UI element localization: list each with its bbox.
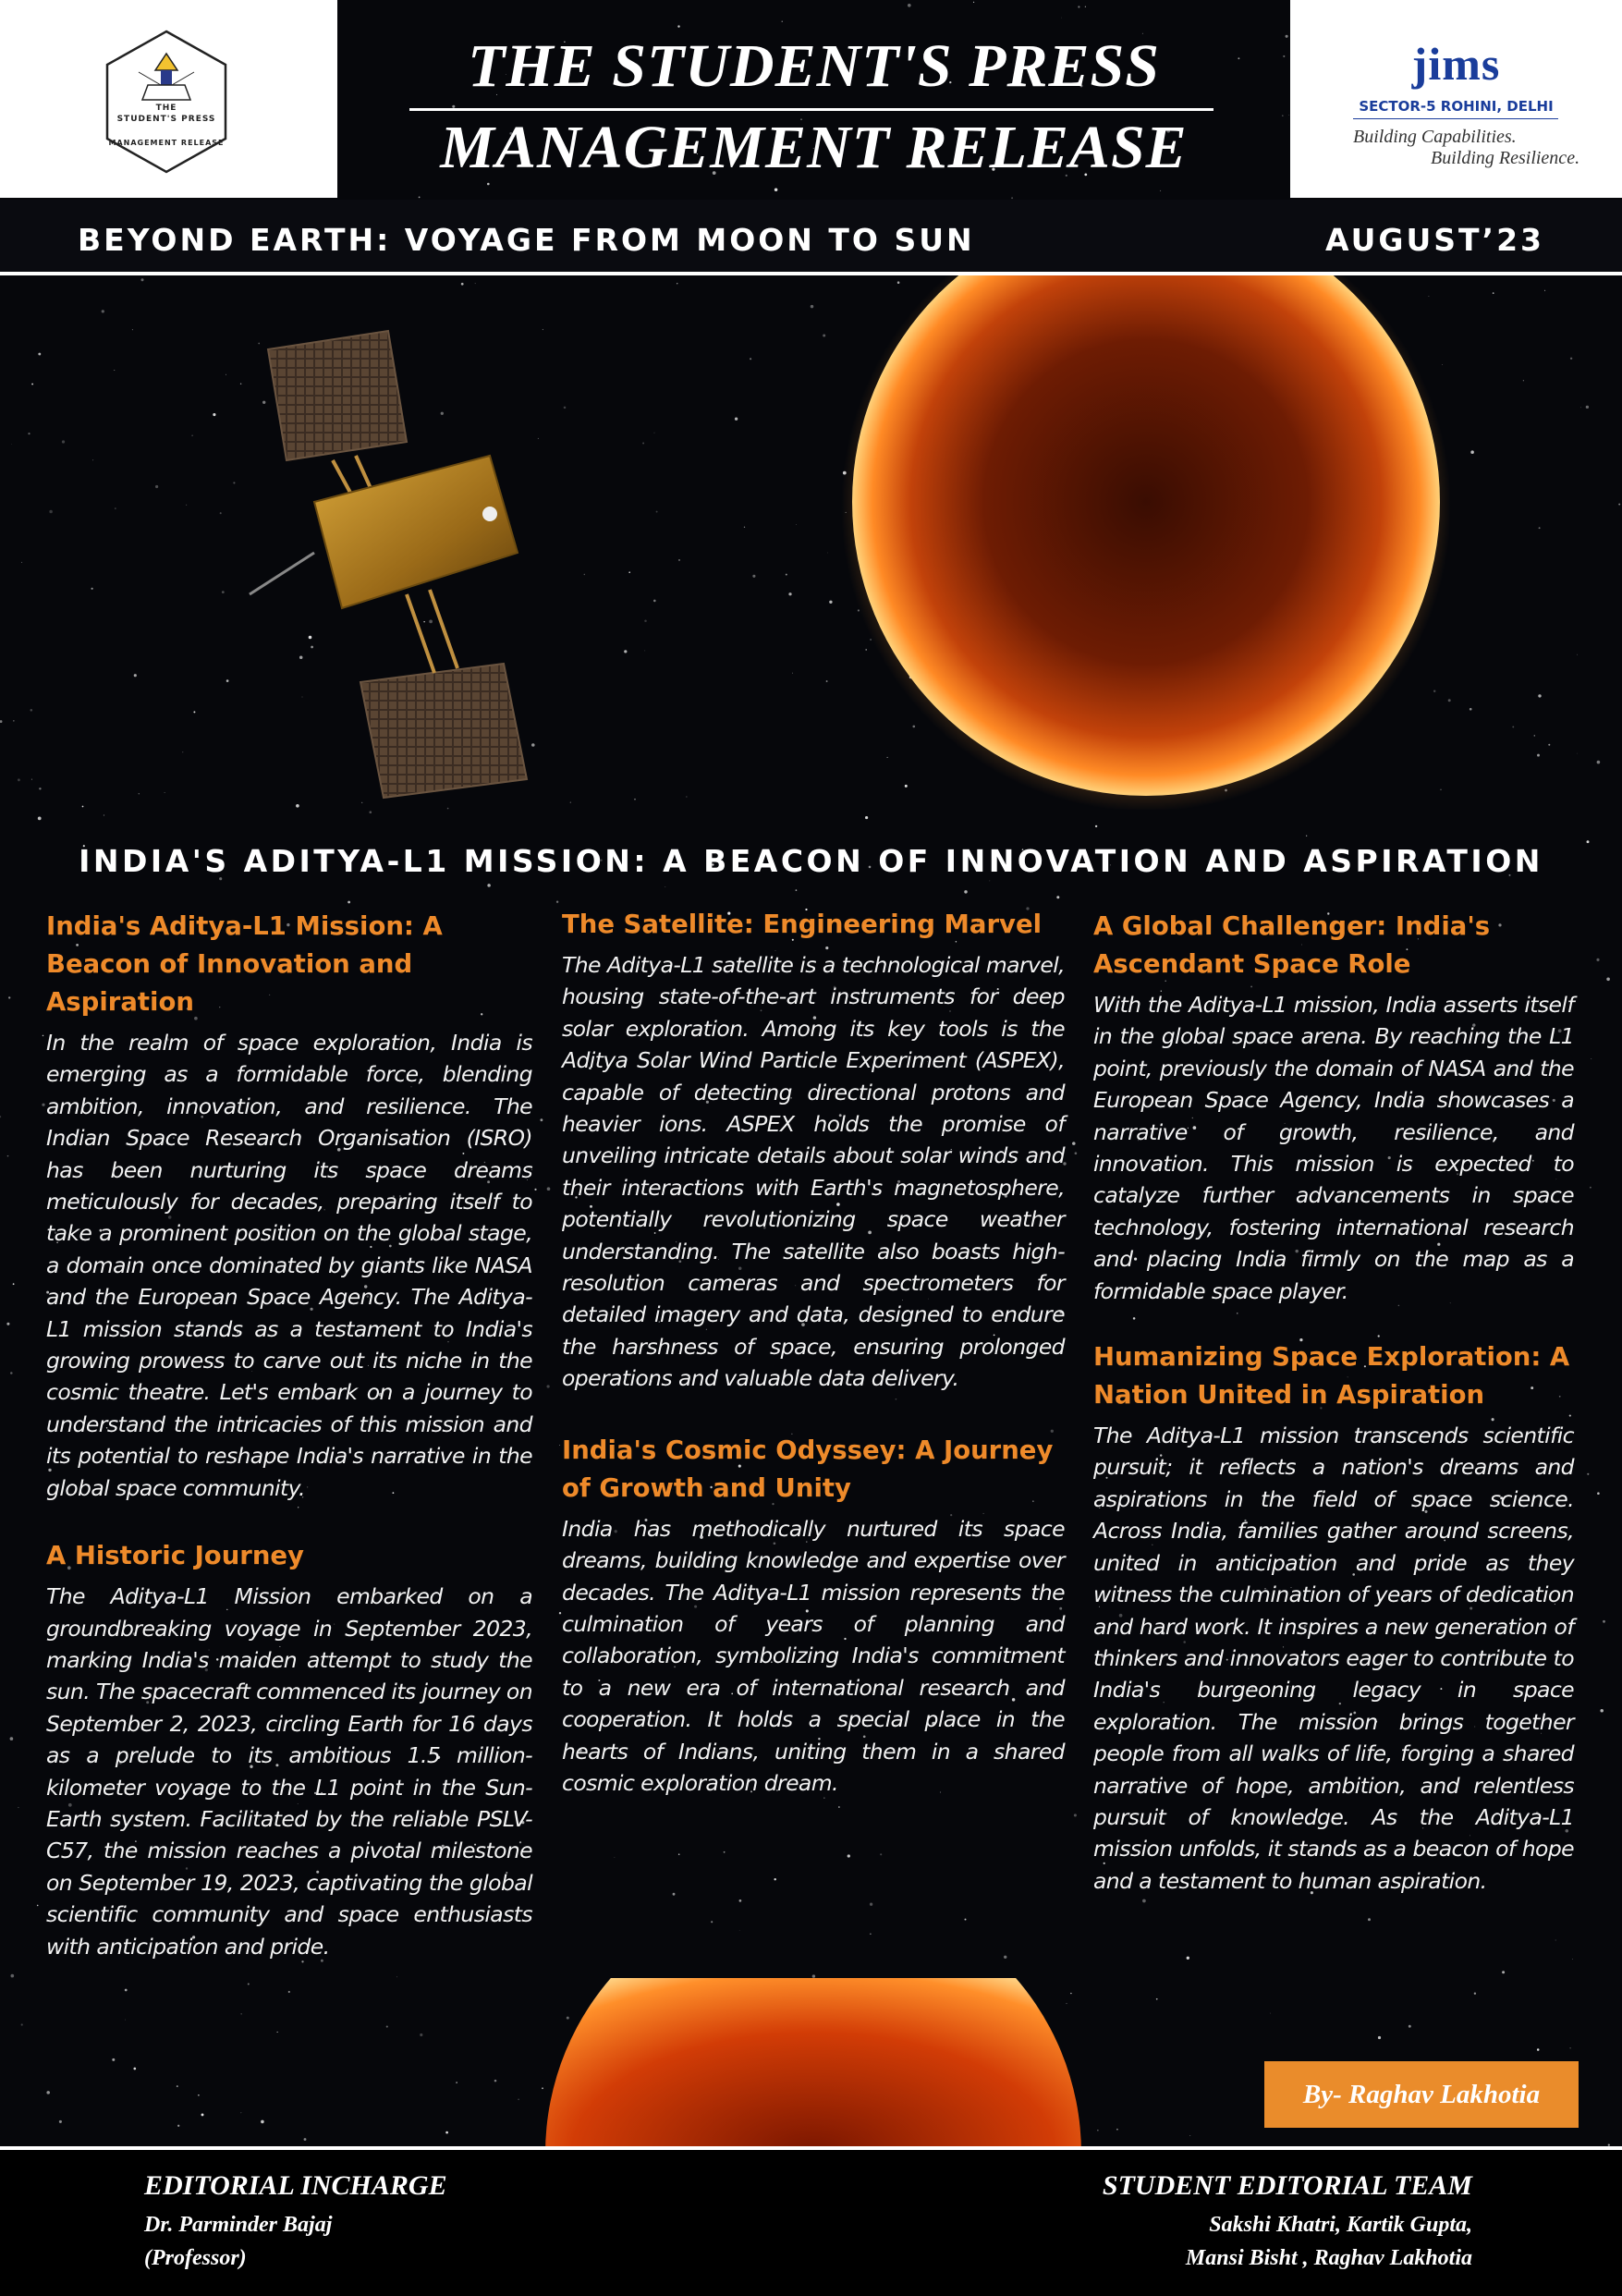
article-heading-historic-journey: A Historic Journey bbox=[46, 1541, 304, 1571]
footer-editorial-incharge-role: (Professor) bbox=[144, 2246, 247, 2270]
article-heading-global-challenger: A Global Challenger: India's Ascendant Space Role bbox=[1093, 911, 1491, 979]
issue-date: AUGUST’23 bbox=[1325, 222, 1544, 258]
planet-image bbox=[536, 1978, 1091, 2154]
jims-divider bbox=[1353, 118, 1558, 119]
logo-text-management-release: MANAGEMENT RELEASE bbox=[108, 139, 225, 147]
jims-tagline-2: Building Resilience. bbox=[1431, 148, 1580, 168]
author-byline: By- Raghav Lakhotia bbox=[1264, 2061, 1579, 2128]
article-body-satellite: The Aditya-L1 satellite is a technological marvel, housing state-of-the-art instruments for deep solar exploration. Among its key tools is the Aditya Solar Wind Particle Experiment (ASPEX), capable of detecting directional protons and heavier ions. ASPEX holds the promise of unveiling intricate details about solar winds and their interactions with Earth's magnetosphere, potentially revolutionizing space weather understanding. The satellite also boasts high-resolution cameras and spectrometers for detailed imagery and data, designed to endure the harshness of space, ensuring prolonged operations and valuable data delivery. bbox=[562, 952, 1065, 1392]
article-column-1 bbox=[46, 908, 532, 1962]
article-body-historic-journey: The Aditya-L1 Mission embarked on a groundbreaking voyage in September 2023, marking India's maiden attempt to study the sun. The spacecraft commenced its journey on September 2, 2023, circling Earth for 16 days as a prelude to its ambitious 1.5 million-kilometer voyage to the L1 point in the Sun-Earth system. Facilitated by the reliable PSLV-C57, the mission reaches a pivotal milestone on September 19, 2023, captivating the global scientific community and space enthusiasts with anticipation and pride. bbox=[46, 1583, 532, 1960]
sun-image bbox=[841, 275, 1451, 810]
article-heading-intro: India's Aditya-L1 Mission: A Beacon of Innovation and Aspiration bbox=[46, 911, 443, 1017]
satellite-image bbox=[250, 331, 527, 798]
jims-logo: jims bbox=[1411, 38, 1501, 90]
article-column-2 bbox=[562, 906, 1065, 1799]
footer-student-team-heading: STUDENT EDITORIAL TEAM bbox=[1102, 2170, 1472, 2201]
hero-illustration bbox=[0, 275, 1622, 810]
article-heading-cosmic-odyssey: India's Cosmic Odyssey: A Journey of Growth and Unity bbox=[562, 1435, 1054, 1503]
footer-student-team-line-1: Sakshi Khatri, Kartik Gupta, bbox=[1209, 2213, 1472, 2237]
footer-student-team-line-2: Mansi Bisht , Raghav Lakhotia bbox=[1185, 2246, 1472, 2270]
footer-editorial-incharge-heading: EDITORIAL INCHARGE bbox=[144, 2170, 447, 2201]
jims-tagline-1: Building Capabilities. bbox=[1353, 127, 1517, 147]
article-body-global-challenger: With the Aditya-L1 mission, India asserts itself in the global space arena. By reaching the L1 point, previously the domain of NASA and the European Space Agency, India showcases a narrative of growth, resilience, and innovation. This mission is expected to catalyze further advancements in space technology, fostering international research and placing India firmly on the map as a formidable space player. bbox=[1093, 992, 1574, 1304]
issue-title: BEYOND EARTH: VOYAGE FROM MOON TO SUN bbox=[78, 222, 975, 258]
jims-location: SECTOR-5 ROHINI, DELHI bbox=[1359, 98, 1554, 115]
article-column-3 bbox=[1093, 908, 1574, 1897]
footer-editorial-incharge-name: Dr. Parminder Bajaj bbox=[144, 2213, 333, 2237]
logo-text-the: THE bbox=[155, 104, 177, 113]
masthead-line-2: MANAGEMENT RELEASE bbox=[440, 114, 1188, 181]
masthead-line-1: THE STUDENT'S PRESS bbox=[468, 32, 1160, 100]
article-body-cosmic-odyssey: India has methodically nurtured its space dreams, building knowledge and expertise over decades. The Aditya-L1 mission represents the culmination of years of planning and collaboration, symbolizing India's commitment to a new era of international research and cooperation. It holds a special place in the hearts of Indians, uniting them in a shared cosmic exploration dream. bbox=[562, 1515, 1065, 1796]
jims-logo-panel bbox=[1290, 0, 1622, 198]
logo-text-students-press: STUDENT'S PRESS bbox=[116, 115, 216, 124]
article-body-intro: In the realm of space exploration, India is emerging as a formidable force, blending ambition, innovation, and resilience. The Indian Space Research Organisation (ISRO) has been nurturing its space dreams meticulously for decades, preparing itself to take a prominent position on the global stage, a domain once dominated by giants like NASA and the European Space Agency. The Aditya-L1 mission stands as a testament to India's growing prowess to carve out its niche in the cosmic theatre. Let's embark on a journey to understand the intricacies of this mission and its potential to reshape India's narrative in the global space community. bbox=[46, 1030, 532, 1501]
section-title: INDIA'S ADITYA-L1 MISSION: A BEACON OF INNOVATION AND ASPIRATION bbox=[79, 843, 1543, 879]
issue-banner bbox=[0, 200, 1622, 275]
article-heading-satellite: The Satellite: Engineering Marvel bbox=[562, 910, 1043, 939]
students-press-logo-panel bbox=[0, 0, 337, 198]
article-heading-humanizing: Humanizing Space Exploration: A Nation United in Aspiration bbox=[1093, 1342, 1570, 1411]
masthead-divider bbox=[409, 108, 1213, 111]
footer bbox=[0, 2146, 1622, 2296]
students-press-logo-icon bbox=[102, 28, 231, 176]
article-body-humanizing: The Aditya-L1 mission transcends scientific pursuit; it reflects a nation's dreams and aspirations in the field of space science. Across India, families gather around screens, united in anticipation and pride as they witness the culmination of years of dedication and hard work. It inspires a new generation of thinkers and innovators eager to contribute to India's burgeoning legacy in space exploration. The mission brings together people from all walks of life, forging a shared narrative of hope, ambition, and relentless pursuit of knowledge. As the Aditya-L1 mission unfolds, it stands as a beacon of hope and a testament to human aspiration. bbox=[1093, 1423, 1574, 1894]
